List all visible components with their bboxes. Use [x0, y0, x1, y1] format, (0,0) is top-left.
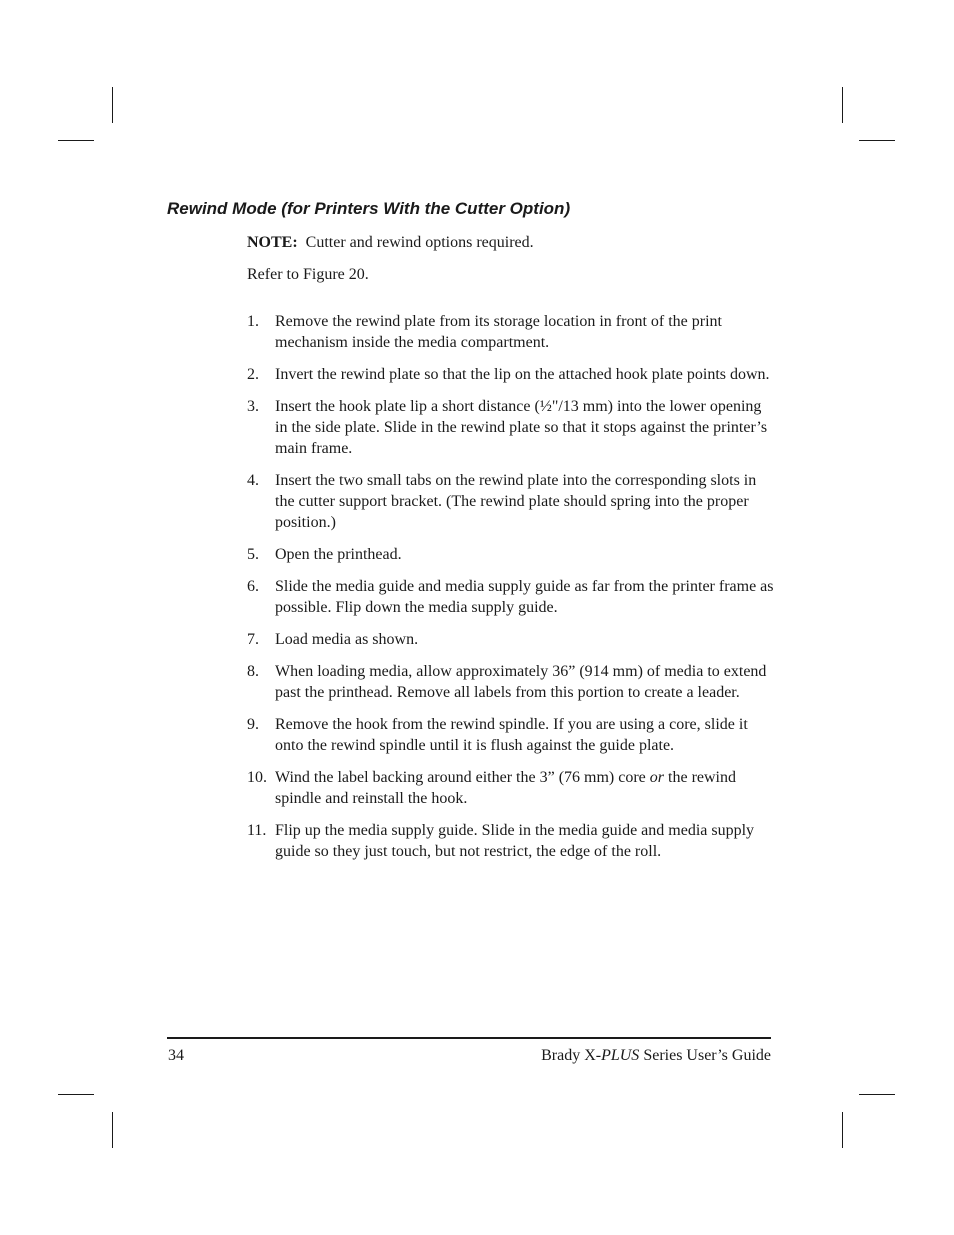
- crop-mark-top-left-horizontal: [58, 140, 94, 141]
- crop-mark-bottom-left-vertical: [112, 1112, 113, 1148]
- step-item: [247, 661, 775, 703]
- step-item: [247, 544, 775, 565]
- crop-mark-top-left-vertical: [112, 87, 113, 123]
- step-text-part: Wind the label backing around either the 3” (76 mm) core: [275, 769, 650, 786]
- footer-rule: [167, 1037, 771, 1039]
- crop-mark-bottom-right-horizontal: [859, 1094, 895, 1095]
- step-number: 7.: [247, 631, 259, 648]
- guide-title-suffix: Series User’s Guide: [639, 1047, 771, 1064]
- procedure-steps: [247, 311, 775, 873]
- step-text-emphasis: or: [649, 769, 665, 786]
- crop-mark-top-right-horizontal: [859, 140, 895, 141]
- step-text: Open the printhead.: [275, 546, 402, 563]
- step-number: 8.: [247, 663, 259, 680]
- step-text-part: the rewind spindle and reinstall the hook.: [275, 769, 736, 807]
- crop-mark-bottom-left-horizontal: [58, 1094, 94, 1095]
- guide-title-prefix: Brady X-: [541, 1047, 602, 1064]
- step-item: [247, 396, 775, 459]
- step-text: When loading media, allow approximately 36” (914 mm) of media to extend past the printhead. Remove all labels from this portion to create a leader.: [275, 663, 767, 701]
- step-text: Flip up the media supply guide. Slide in the media guide and media supply guide so they just touch, but not restrict, the edge of the roll.: [275, 822, 755, 860]
- figure-reference: Refer to Figure 20.: [247, 266, 369, 283]
- step-number: 6.: [247, 578, 259, 595]
- step-item: [247, 820, 775, 862]
- step-number: 11.: [247, 822, 267, 839]
- step-item: [247, 767, 775, 809]
- step-number: 4.: [247, 472, 259, 489]
- step-number: 1.: [247, 313, 259, 330]
- step-number: 10.: [247, 769, 267, 786]
- step-number: 9.: [247, 716, 259, 733]
- step-text: Load media as shown.: [275, 631, 419, 648]
- step-text: Remove the rewind plate from its storage location in front of the print mechanism inside the media compartment.: [275, 313, 722, 351]
- step-text: Remove the hook from the rewind spindle. If you are using a core, slide it onto the rewind spindle until it is flush against the guide plate.: [275, 716, 748, 754]
- step-number: 2.: [247, 366, 259, 383]
- page-number: 34: [168, 1047, 184, 1064]
- guide-title-emphasis: PLUS: [601, 1047, 640, 1064]
- step-item: [247, 576, 775, 618]
- step-text: Slide the media guide and media supply guide as far from the printer frame as possible. Flip down the media supply guide.: [275, 578, 774, 616]
- crop-mark-top-right-vertical: [842, 87, 843, 123]
- crop-mark-bottom-right-vertical: [842, 1112, 843, 1148]
- step-text: Insert the two small tabs on the rewind plate into the corresponding slots in the cutter support bracket. (The rewind plate should spring into the proper position.): [275, 472, 757, 531]
- step-item: [247, 470, 775, 533]
- note-label: NOTE:: [247, 234, 298, 251]
- step-item: [247, 364, 775, 385]
- footer-guide-title: [541, 1045, 771, 1066]
- note-paragraph: [247, 232, 775, 253]
- step-item: [247, 629, 775, 650]
- note-text: Cutter and rewind options required.: [305, 234, 534, 251]
- step-item: [247, 311, 775, 353]
- step-text: Insert the hook plate lip a short distance (½"/13 mm) into the lower opening in the side plate. Slide in the rewind plate so that it stops against the printer’s main frame.: [275, 398, 768, 457]
- step-number: 5.: [247, 546, 259, 563]
- step-item: [247, 714, 775, 756]
- step-number: 3.: [247, 398, 259, 415]
- section-heading: Rewind Mode (for Printers With the Cutter Option): [167, 199, 571, 218]
- step-text: Invert the rewind plate so that the lip on the attached hook plate points down.: [275, 366, 770, 383]
- step-text: [275, 767, 775, 809]
